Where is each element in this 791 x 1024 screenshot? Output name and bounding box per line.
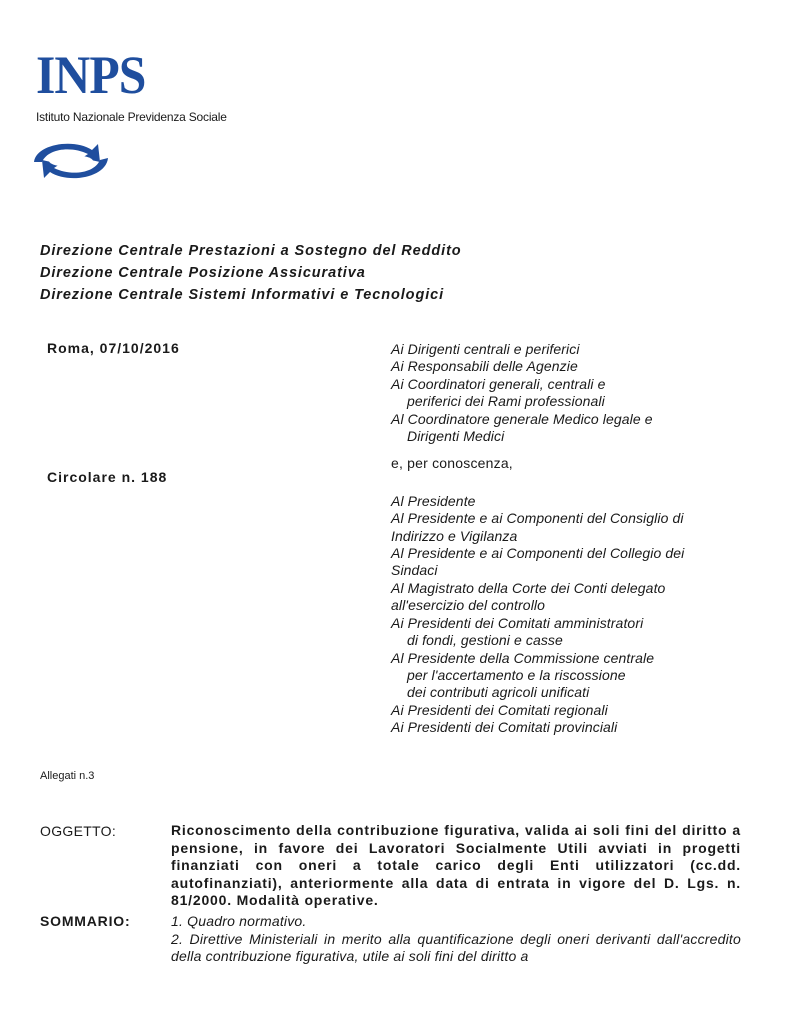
recipient: periferici dei Rami professionali xyxy=(407,393,605,410)
recipient: Al Coordinatore generale Medico legale e xyxy=(391,410,653,427)
inps-logo xyxy=(36,45,266,124)
summary-item: 2. Direttive Ministeriali in merito alla quantificazione degli oneri derivanti dall'accredito della contribuzione figurativa, utile ai soli fini del diritto a xyxy=(171,930,741,964)
recipient: Ai Dirigenti centrali e periferici xyxy=(391,341,580,357)
knowledge-recipient: all'esercizio del controllo xyxy=(391,597,545,614)
attachments-count: Allegati n.3 xyxy=(40,770,95,782)
knowledge-recipient: Al Presidente della Commissione centrale xyxy=(391,649,655,666)
knowledge-recipient: Ai Presidenti dei Comitati provinciali xyxy=(391,719,618,736)
knowledge-recipient: Al Presidente e ai Componenti del Consiglio di xyxy=(391,510,684,527)
directorate-3: Direzione Centrale Sistemi Informativi e Tecnologici xyxy=(40,287,445,303)
knowledge-recipient: Ai Presidenti dei Comitati regionali xyxy=(391,701,608,718)
knowledge-recipient: Al Magistrato della Corte dei Conti delegato xyxy=(391,579,666,596)
directorate-2: Direzione Centrale Posizione Assicurativa xyxy=(40,265,366,281)
knowledge-recipient: dei contributi agricoli unificati xyxy=(407,684,590,701)
recipients-list xyxy=(391,341,751,737)
subject-label: OGGETTO: xyxy=(40,823,117,839)
issuing-directorates xyxy=(40,240,462,306)
summary-label: SOMMARIO: xyxy=(40,913,131,929)
logo-wordmark: INPS xyxy=(36,45,146,105)
recipient: Ai Responsabili delle Agenzie xyxy=(391,358,578,375)
circular-number: Circolare n. 188 xyxy=(47,469,168,485)
knowledge-recipient: Al Presidente e ai Componenti del Collegio dei xyxy=(391,545,685,562)
summary-item: 1. Quadro normativo. xyxy=(171,913,307,929)
arrows-circle-icon xyxy=(26,136,116,186)
knowledge-recipient: per l'accertamento e la riscossione xyxy=(407,666,626,683)
for-knowledge-label: e, per conoscenza, xyxy=(391,455,513,472)
directorate-1: Direzione Centrale Prestazioni a Sostegno del Reddito xyxy=(40,243,462,259)
knowledge-recipient: di fondi, gestioni e casse xyxy=(407,632,563,649)
knowledge-recipient: Al Presidente xyxy=(391,492,476,509)
subject-text: Riconoscimento della contribuzione figurativa, valida ai soli fini del diritto a pensione, in favore dei Lavoratori Socialmente Utili avviati in progetti finanziati con oneri a totale carico degli Enti utilizzatori (cc.dd. autofinanziati), anteriormente alla data di entrata in vigore del D. Lgs. n. 81/2000. Modalità operative. xyxy=(171,822,741,908)
summary-list xyxy=(171,913,741,966)
recipient: Dirigenti Medici xyxy=(407,428,505,445)
knowledge-recipient: Indirizzo e Vigilanza xyxy=(391,527,518,544)
knowledge-recipient: Sindaci xyxy=(391,562,438,579)
knowledge-recipient: Ai Presidenti dei Comitati amministratori xyxy=(391,614,644,631)
logo-subtitle: Istituto Nazionale Previdenza Sociale xyxy=(36,110,227,124)
document-date: Roma, 07/10/2016 xyxy=(47,340,180,356)
recipient: Ai Coordinatori generali, centrali e xyxy=(391,375,606,392)
